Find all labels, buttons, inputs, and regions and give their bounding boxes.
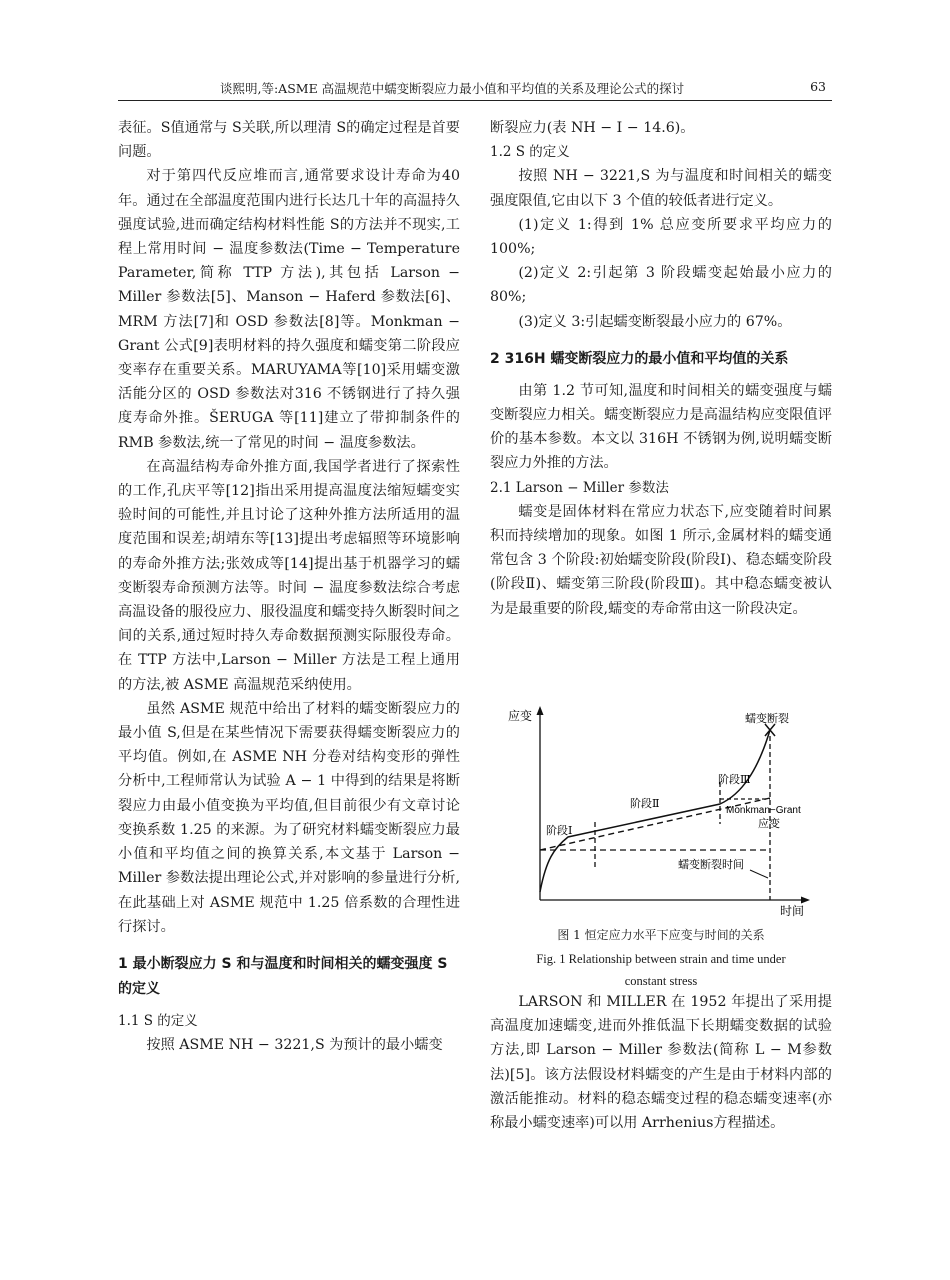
x-axis-arrow bbox=[801, 897, 810, 904]
subsection-heading: 1.1 S 的定义 bbox=[118, 1012, 198, 1029]
list-item: (1)定义 1:得到 1% 总应变所要求平均应力的 100%; bbox=[490, 216, 832, 258]
section-heading: 1 最小断裂应力 S 和与温度和时间相关的蠕变强度 S 的定义 bbox=[118, 955, 448, 997]
figure-caption-en bbox=[490, 948, 832, 992]
subsection-heading: 2.1 Larson − Miller 参数法 bbox=[490, 479, 669, 496]
figure-caption-cn: 图 1 恒定应力水平下应变与时间的关系 bbox=[557, 928, 765, 942]
right-column-bottom bbox=[490, 990, 832, 1135]
paragraph: LARSON 和 MILLER 在 1952 年提出了采用提高温度加速蠕变,进而外推低温下长期蠕变数据的试验方法,即 Larson − Miller 参数法(简称 L − M参数法)[5]。该方法假设材料蠕变的产生是由于材料内部的激活能推动。材料的稳态蠕变过程的稳态蠕变速率(亦称最小蠕变速率)可以用 Arrhenius方程描述。 bbox=[490, 994, 832, 1132]
mg-label-line2: 应变 bbox=[758, 817, 780, 830]
stage1-label: 阶段Ⅰ bbox=[546, 824, 573, 837]
paragraph: 表征。S值通常与 S关联,所以理清 S的确定过程是首要问题。 bbox=[118, 120, 460, 161]
list-item: (3)定义 3:引起蠕变断裂最小应力的 67%。 bbox=[518, 313, 792, 330]
paragraph: 由第 1.2 节可知,温度和时间相关的蠕变强度与蠕变断裂应力相关。蠕变断裂应力是高温结构应变限值评价的基本参数。本文以 316H 不锈钢为例,说明蠕变断裂应力外推的方法。 bbox=[490, 382, 832, 472]
stage3-label: 阶段Ⅲ bbox=[718, 773, 751, 786]
paragraph: 按照 ASME NH − 3221,S 为预计的最小蠕变 bbox=[146, 1037, 443, 1054]
y-axis-label: 应变 bbox=[508, 709, 533, 723]
running-header bbox=[118, 78, 832, 101]
stage2-label: 阶段Ⅱ bbox=[630, 797, 660, 810]
figure-caption-en-line1: Fig. 1 Relationship between strain and time under bbox=[536, 952, 786, 966]
y-axis-arrow bbox=[537, 706, 544, 715]
paragraph: 在高温结构寿命外推方面,我国学者进行了探索性的工作,孔庆平等[12]指出采用提高温度法缩短蠕变实验时间的可能性,并且讨论了这种外推方法所适用的温度范围和误差;胡靖东等[13]提出考虑辐照等环境影响的寿命外推方法;张效成等[14]提出基于机器学习的蠕变断裂寿命预测方法等。时间 − 温度参数法综合考虑高温设备的服役应力、服役温度和蠕变持久断裂时间之间的关系,通过短时持久寿命数据预测实际服役寿命。在 TTP 方法中,Larson − Miller 方法是工程上通用的方法,被 ASME 高温规范采纳使用。 bbox=[118, 458, 460, 693]
rupture-time-leader bbox=[750, 870, 768, 878]
paragraph: 按照 NH − 3221,S 为与温度和时间相关的蠕变强度限值,它由以下 3 个值的较低者进行定义。 bbox=[490, 168, 832, 209]
paragraph: 对于第四代反应堆而言,通常要求设计寿命为40年。通过在全部温度范围内进行长达几十年的高温持久强度试验,进而确定结构材料性能 S的方法并不现实,工程上常用时间 − 温度参数法(Time − Temperature Parameter,简称 TTP 方法),其包括 Larson − Miller 参数法[5]、Manson − Haferd 参数法[6]、MRM 方法[7]和 OSD 参数法[8]等。Monkman − Grant 公式[9]表明材料的持久强度和蠕变第二阶段应变率存在重要关系。MARUYAMA等[10]采用蠕变激活能分区的 OSD 参数法对316 不锈钢进行了持久强度寿命外推。ŠERUGA 等[11]建立了带抑制条件的 RMB 参数法,统一了常见的时间 − 温度参数法。 bbox=[118, 168, 460, 451]
paragraph: 虽然 ASME 规范中给出了材料的蠕变断裂应力的最小值 S,但是在某些情况下需要获得蠕变断裂应力的平均值。例如,在 ASME NH 分卷对结构变形的弹性分析中,工程师常认为试验 A − 1 中得到的结果是将断裂应力由最小值变换为平均值,但目前很少有文章讨论变换系数 1.25 的来源。为了研究材料蠕变断裂应力最小值和平均值之间的换算关系,本文基于 Larson − Miller 参数法提出理论公式,并对影响的参量进行分析,在此基础上对 ASME 规范中 1.25 倍系数的合理性进行探讨。 bbox=[118, 700, 460, 935]
paragraph: 蠕变是固体材料在常应力状态下,应变随着时间累积而持续增加的现象。如图 1 所示,金属材料的蠕变通常包含 3 个阶段:初始蠕变阶段(阶段Ⅰ)、稳态蠕变阶段(阶段Ⅱ)、蠕变第三阶段(阶段Ⅲ)。其中稳态蠕变被认为是最重要的阶段,蠕变的寿命常由这一阶段决定。 bbox=[490, 503, 832, 617]
rupture-marker bbox=[765, 724, 775, 736]
mg-label-line1: Monkman−Grant bbox=[726, 805, 801, 816]
rupture-time-label: 蠕变断裂时间 bbox=[678, 858, 744, 871]
right-column bbox=[490, 116, 832, 621]
list-item: (2)定义 2:引起第 3 阶段蠕变起始最小应力的 80%; bbox=[490, 265, 832, 306]
paragraph: 断裂应力(表 NH − I − 14.6)。 bbox=[490, 120, 695, 136]
figure-caption-en-line2: constant stress bbox=[624, 974, 698, 988]
section-heading: 2 316H 蠕变断裂应力的最小值和平均值的关系 bbox=[490, 350, 789, 367]
rupture-label: 蠕变断裂 bbox=[745, 712, 789, 725]
header-title: 谈熙明,等:ASME 高温规范中蠕变断裂应力最小值和平均值的关系及理论公式的探讨 bbox=[220, 81, 685, 96]
left-column bbox=[118, 116, 460, 1057]
x-axis-label: 时间 bbox=[780, 904, 805, 918]
subsection-heading: 1.2 S 的定义 bbox=[490, 144, 570, 161]
creep-curve-figure bbox=[500, 700, 840, 918]
page-number: 63 bbox=[810, 79, 826, 94]
